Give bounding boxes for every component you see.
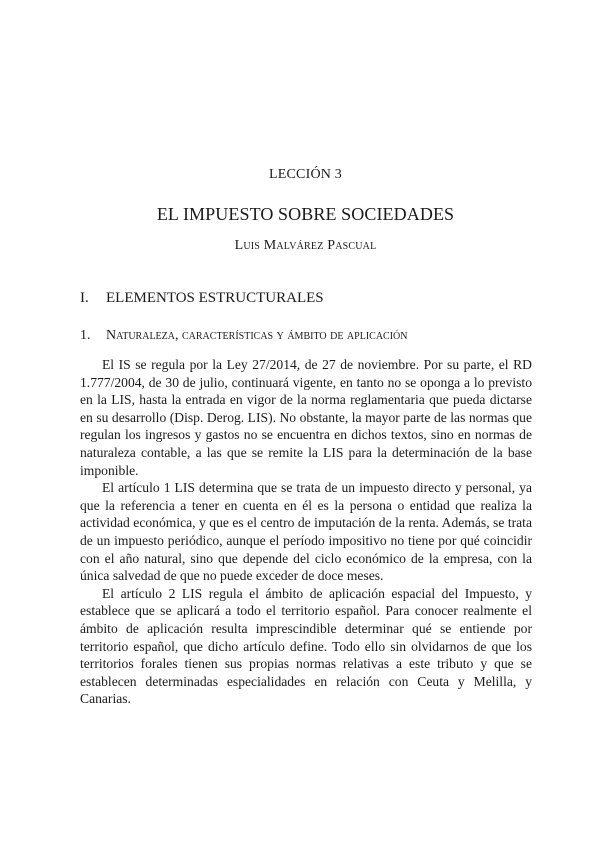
paragraph: El artículo 2 LIS regula el ámbito de aplicación espacial del Impuesto, y establece que se aplicará a todo el territorio español. Para conocer realmente el ámbito de aplicación resulta imprescindible determinar qué se entiende por territorio español, que dicho artículo define. Todo ello sin olvidarnos de que los territorios forales tienen sus propias normas relativas a este tributo y que se establecen determinadas especialidades en relación con Ceuta y Melilla, y Canarias. (80, 585, 532, 707)
subsection-heading (80, 328, 540, 344)
body-text (80, 356, 532, 708)
subsection-number: 1. (80, 328, 91, 343)
section-title: ELEMENTOS ESTRUCTURALES (106, 290, 324, 306)
author-name: Luis Malvárez Pascual (234, 238, 377, 253)
section-number: I. (80, 290, 89, 306)
paragraph: El artículo 1 LIS determina que se trata de un impuesto directo y personal, ya que la referencia a tener en cuenta en él es la persona o entidad que realiza la actividad económica, y que es el centro de imputación de la renta. Además, se trata de un impuesto periódico, aunque el período impositivo no tiene por qué coincidir con el año natural, sino que depende del ciclo económico de la empresa, con la única salvedad de que no puede exceder de doce meses. (80, 480, 532, 584)
section-heading (80, 290, 540, 307)
paragraph: El IS se regula por la Ley 27/2014, de 27 de noviembre. Por su parte, el RD 1.777/2004, de 30 de julio, continuará vigente, en tanto no se oponga a lo previsto en la LIS, hasta la entrada en vigor de la norma reglamentaria que pueda dictarse en su desarrollo (Disp. Derog. LIS). No obstante, la mayor parte de las normas que regulan los ingresos y gastos no se encuentra en dichos textos, sino en normas de naturaleza contable, a las que se remite la LIS para la determinación de la base imponible. (80, 357, 532, 478)
subsection-title: Naturaleza, características y ámbito de aplicación (106, 328, 408, 343)
lesson-number: LECCIÓN 3 (269, 167, 342, 182)
lesson-title: EL IMPUESTO SOBRE SOCIEDADES (156, 204, 455, 224)
